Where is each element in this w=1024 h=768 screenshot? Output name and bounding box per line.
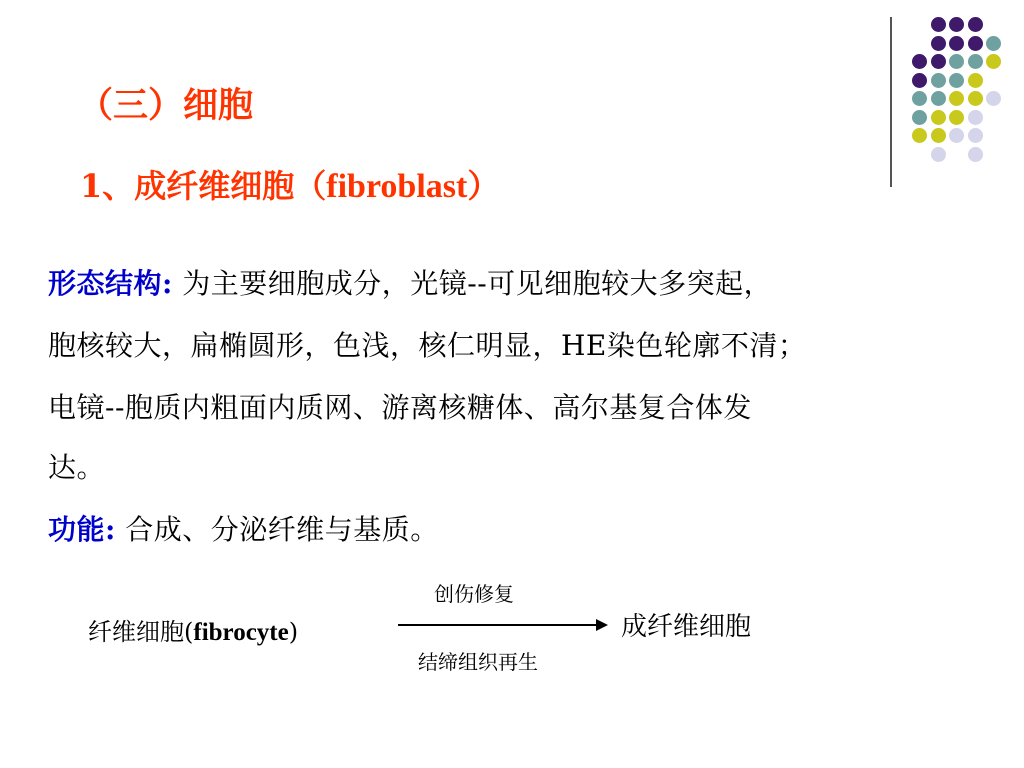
decorative-vertical-divider [890, 17, 892, 187]
decorative-dot [986, 91, 1001, 106]
decorative-dot [912, 128, 927, 143]
section-title [78, 78, 253, 128]
subsection-title-latin: fibroblast [326, 168, 468, 205]
diagram-arrow-top-label: 创伤修复 [434, 582, 514, 606]
decorative-dot [931, 36, 946, 51]
diagram-target: 成纤维细胞 [621, 612, 752, 642]
decorative-dot [949, 128, 964, 143]
morphology-text-3: 电镜--胞质内粗面内质网、游离核糖体、高尔基复合体发 [48, 391, 752, 424]
decorative-dot [949, 110, 964, 125]
decorative-dot [912, 54, 927, 69]
decorative-dot [912, 110, 927, 125]
decorative-dot [912, 73, 927, 88]
decorative-dot [968, 54, 983, 69]
decorative-dot [968, 91, 983, 106]
decorative-dot [968, 147, 983, 162]
decorative-dot [931, 17, 946, 32]
function-label: 功能: [48, 513, 116, 546]
diagram-source [88, 612, 298, 647]
diagram-source-prefix: 纤维细胞( [88, 618, 194, 646]
decorative-dot [949, 36, 964, 51]
diagram-source-suffix: ) [288, 618, 299, 646]
decorative-dot [968, 73, 983, 88]
decorative-dot [949, 54, 964, 69]
decorative-dot [931, 73, 946, 88]
diagram-arrow-bottom-label: 结缔组织再生 [418, 650, 538, 674]
section-title-text: （三）细胞 [78, 85, 254, 126]
decorative-dot [968, 36, 983, 51]
decorative-dot [912, 91, 927, 106]
decorative-dot [931, 110, 946, 125]
morphology-label: 形态结构: [48, 267, 173, 300]
decorative-dot [949, 73, 964, 88]
morphology-text-4: 达。 [48, 451, 106, 484]
decorative-dot [968, 17, 983, 32]
function-line [48, 508, 439, 548]
diagram-arrow-head [596, 619, 608, 631]
morphology-text-1: 为主要细胞成分，光镜--可见细胞较大多突起， [172, 267, 773, 300]
morphology-line-1 [48, 262, 772, 302]
decorative-dot [931, 128, 946, 143]
decorative-dot [931, 54, 946, 69]
morphology-line-4 [48, 446, 105, 486]
decorative-dot [968, 110, 983, 125]
diagram-source-latin: fibrocyte [193, 619, 289, 646]
morphology-text-2: 胞核较大，扁椭圆形，色浅，核仁明显，HE染色轮廓不清； [48, 329, 807, 362]
decorative-dot-grid [912, 17, 1002, 167]
decorative-dot [968, 128, 983, 143]
morphology-line-3 [48, 386, 752, 426]
decorative-dot [931, 147, 946, 162]
function-text: 合成、分泌纤维与基质。 [115, 513, 439, 546]
decorative-dot [986, 54, 1001, 69]
subsection-title-prefix: 1、成纤维细胞（ [80, 167, 327, 205]
diagram-arrow-shaft [398, 624, 596, 626]
decorative-dot [949, 91, 964, 106]
subsection-title-suffix: ） [467, 167, 500, 205]
decorative-dot [931, 91, 946, 106]
morphology-line-2 [48, 324, 806, 364]
subsection-title [80, 161, 499, 207]
decorative-dot [949, 17, 964, 32]
decorative-dot [986, 36, 1001, 51]
